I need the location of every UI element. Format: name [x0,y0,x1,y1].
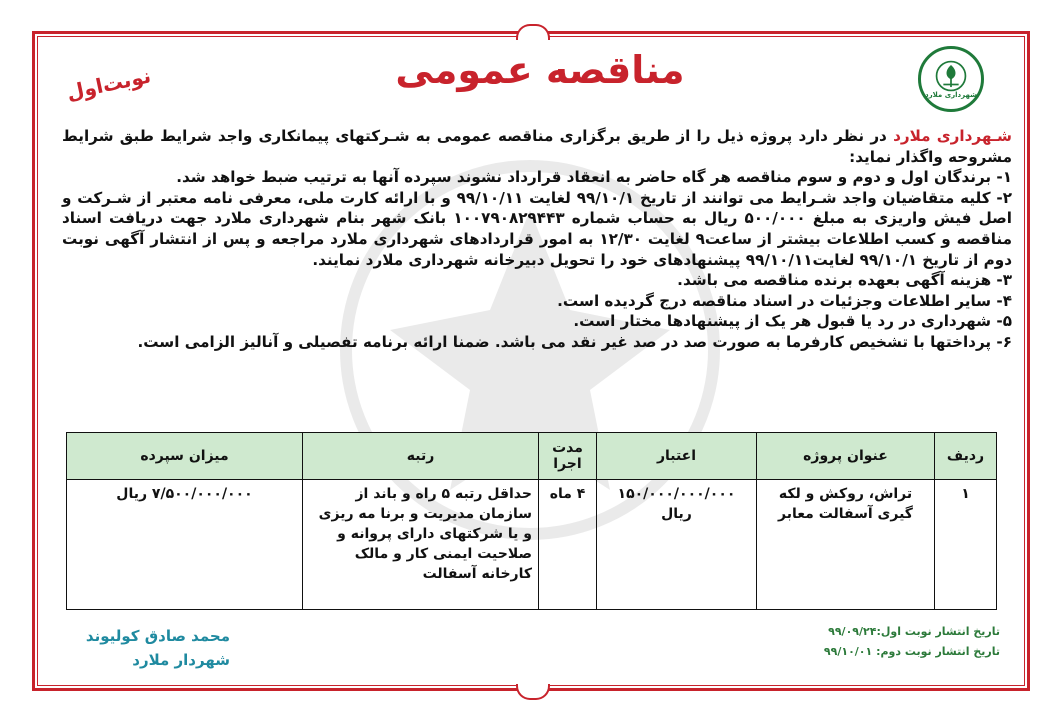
signature-block [60,624,230,672]
cell-credit: ۱۵۰/۰۰۰/۰۰۰/۰۰۰ ریال [597,480,757,610]
turn-badge: نوبت‌اول [64,63,153,105]
tree-emblem-icon [934,59,968,93]
second-publish-date: تاریخ انتشار نوبت دوم: ۹۹/۱۰/۰۱ [823,645,1000,658]
condition-item: ۶- پرداختها با تشخیص کارفرما به صورت صد در صد غیر نقد می باشد. ضمنا ارائه برنامه تفصیلی و آنالیز الزامی است. [137,332,1012,351]
municipality-logo [918,46,984,112]
condition-item: ۱- برندگان اول و دوم و سوم مناقصه هر گاه حاضر به انعقاد قرارداد نشوند سپرده آنها به ترتیب ضبط خواهد شد. [176,168,1012,187]
municipality-name: شـهرداری ملارد [893,127,1012,145]
intro-paragraph [62,126,1012,167]
signer-title: شهردار ملارد [132,651,230,669]
tender-table [66,432,997,610]
condition-item: ۳- هزینه آگهی بعهده برنده مناقصه می باشد. [677,271,1012,290]
header-project: عنوان پروژه [757,433,935,480]
table-header-row [67,433,997,480]
table-row [67,480,997,610]
header-grade: رتبه [303,433,539,480]
header-duration: مدت اجرا [539,433,597,480]
announcement-body [62,126,1012,353]
frame-ornament-top [516,24,550,40]
header-row-no: ردیف [935,433,997,480]
condition-item: ۲- کلیه متقاضیان واجد شـرایط می توانند از تاریخ ۹۹/۱۰/۱ لغایت ۹۹/۱۰/۱۱ و با ارائه کارت ملی، معرفی نامه معتبر از شـرکت و اصل فیش واریزی به مبلغ ۵۰۰/۰۰۰ ریال به حساب شماره ۱۰۰۷۹۰۸۲۹۴۴۳ بانک شهر بنام شهرداری ملارد جهت دریافت اسناد مناقصه و کسب اطلاعات بیشتر از ساعت۹ لغایت ۱۲/۳۰ به امور قراردادهای شهرداری ملارد مراجعه و پس از انتشار آگهی نوبت دوم از تاریخ ۹۹/۱۰/۱ لغایت۹۹/۱۰/۱۱ پیشنهادهای خود را تحویل دبیرخانه شهرداری ملارد نمایند. [62,188,1013,269]
signer-name: محمد صادق کولیوند [85,627,230,645]
header-deposit: میزان سپرده [67,433,303,480]
publish-dates [760,622,1000,662]
frame-ornament-bottom [516,684,550,700]
logo-caption: شهرداری ملارد [924,91,977,99]
cell-grade: حداقل رتبه ۵ راه و باند از سازمان مدیریت و برنا مه ریزی و یا شرکتهای دارای پروانه و صلاحیت ایمنی کار و مالک کارخانه آسفالت [303,480,539,610]
first-publish-date: تاریخ انتشار نوبت اول:۹۹/۰۹/۲۴ [828,625,1000,638]
cell-deposit: ۷/۵۰۰/۰۰۰/۰۰۰ ریال [67,480,303,610]
header-credit: اعتبار [597,433,757,480]
page-title: مناقصه عمومی [395,48,685,92]
intro-text: در نظر دارد پروژه ذیل را از طریق برگزاری مناقصه عمومی به شـرکتهای پیمانکاری واجد شرایط طبق شرایط مشروحه واگذار نماید: [62,127,1012,166]
cell-duration: ۴ ماه [539,480,597,610]
cell-row-no: ۱ [935,480,997,610]
cell-project: تراش، روکش و لکه گیری آسفالت معابر [757,480,935,610]
condition-item: ۵- شهرداری در رد یا قبول هر یک از پیشنهادها مختار است. [573,312,1012,331]
condition-item: ۴- سایر اطلاعات وجزئیات در اسناد مناقصه درج گردیده است. [557,291,1012,310]
